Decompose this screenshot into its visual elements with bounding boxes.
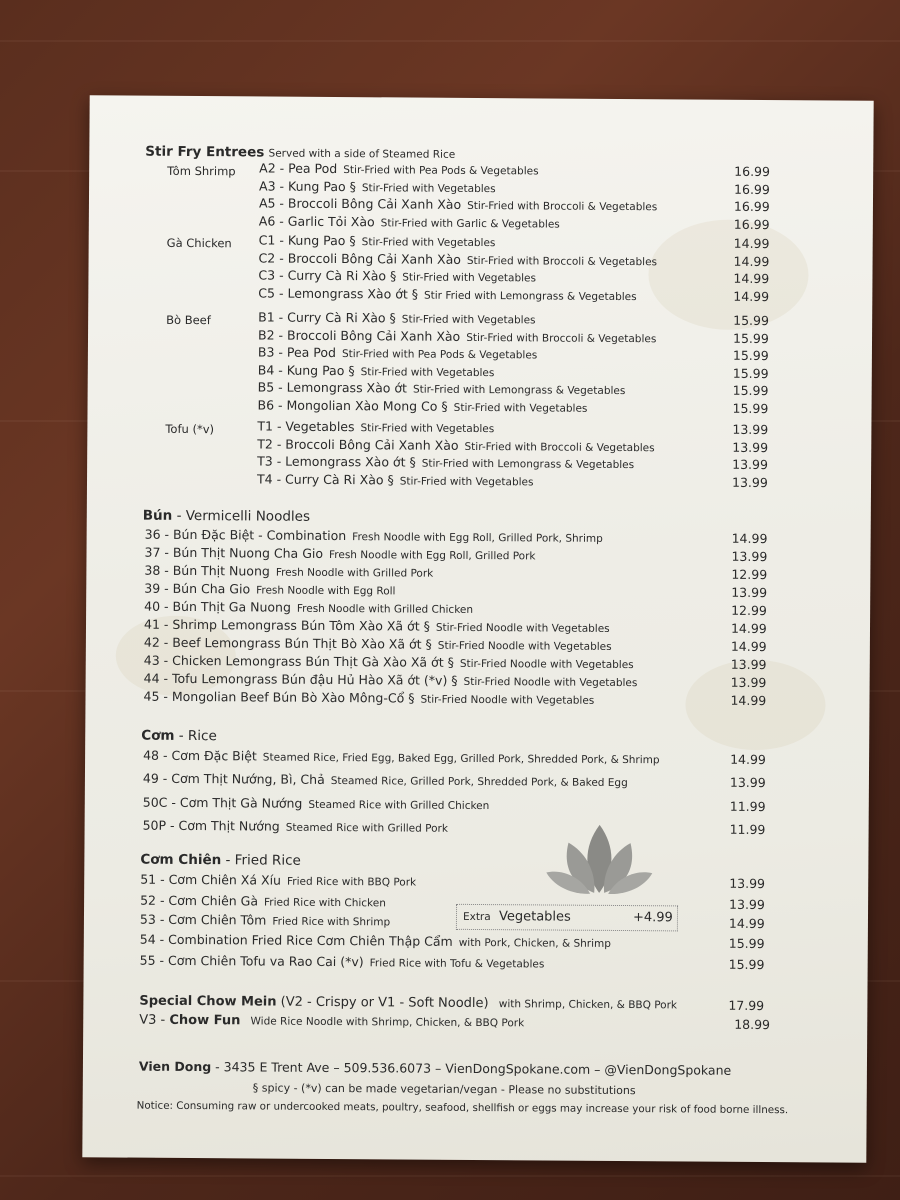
item-title: 40 - Bún Thịt Ga Nuong — [144, 598, 291, 615]
item-name — [258, 397, 588, 414]
item-name — [258, 268, 536, 285]
item-price: 15.99 — [732, 347, 769, 364]
chow-mein-name: Special Chow Mein — [139, 993, 277, 1010]
restaurant-name: Vien Dong — [138, 1058, 212, 1075]
item-title: 55 - Cơm Chiên Tofu va Rao Cai (*v) — [139, 952, 364, 970]
menu-item-chow-fun — [83, 1012, 867, 1034]
chow-fun-name: Chow Fun — [169, 1012, 241, 1029]
item-price: 14.99 — [730, 751, 766, 768]
item-title: 41 - Shrimp Lemongrass Bún Tôm Xào Xã ớt § — [143, 616, 430, 634]
item-title: A6 - Garlic Tỏi Xào — [258, 213, 375, 230]
item-price: 13.99 — [732, 456, 769, 473]
item-name — [143, 771, 628, 789]
item-title: C2 - Broccoli Bông Cải Xanh Xào — [258, 250, 461, 267]
group-label: Tôm Shrimp — [167, 163, 236, 179]
item-name — [144, 671, 638, 689]
item-title: C1 - Kung Pao § — [258, 232, 356, 249]
item-name — [144, 635, 612, 653]
item-description: Stir-Fried with Pea Pods & Vegetables — [341, 348, 538, 362]
item-description: Stir-Fried with Broccoli & Vegetables — [466, 254, 658, 268]
health-notice: Notice: Consuming raw or undercooked meats, poultry, seafood, shellfish or eggs may increase your risk of food borne illness. — [136, 1099, 789, 1117]
item-price: 14.99 — [728, 915, 765, 932]
item-name — [144, 581, 395, 598]
item-title: 39 - Bún Cha Gio — [144, 580, 251, 597]
item-name — [143, 795, 490, 812]
item-title: T2 - Broccoli Bông Cải Xanh Xào — [257, 436, 459, 453]
item-price: 14.99 — [731, 530, 768, 547]
item-name — [145, 527, 603, 545]
com-subtitle: - Rice — [178, 727, 217, 745]
item-title: 43 - Chicken Lemongrass Bún Thịt Gà Xào Xã ớt § — [143, 652, 454, 670]
item-description: Fresh Noodle with Grilled Pork — [275, 566, 434, 580]
com-title: Cơm — [141, 727, 175, 744]
item-price: 13.99 — [730, 674, 767, 691]
com-chien-subtitle: - Fried Rice — [225, 852, 301, 869]
item-name — [258, 327, 656, 345]
item-description: Stir-Fried Noodle with Vegetables — [420, 693, 595, 707]
item-name — [257, 418, 494, 435]
restaurant-details: - 3435 E Trent Ave – 509.536.6073 – VienDongSpokane.com – @VienDongSpokane — [215, 1059, 732, 1078]
group-label: Bò Beef — [166, 312, 211, 328]
item-price: 16.99 — [734, 163, 771, 180]
menu-paper — [82, 95, 873, 1162]
item-name — [259, 196, 657, 214]
item-price: 13.99 — [732, 439, 769, 455]
item-name — [257, 436, 654, 454]
item-description: Stir-Fried with Vegetables — [453, 401, 588, 415]
item-title: B6 - Mongolian Xào Mong Co § — [257, 397, 448, 414]
item-price: 11.99 — [729, 798, 766, 815]
item-price: 14.99 — [733, 288, 770, 304]
item-name — [140, 872, 416, 889]
item-title: B4 - Kung Pao § — [257, 362, 355, 378]
item-price: 13.99 — [731, 474, 768, 490]
item-price: 13.99 — [729, 875, 766, 892]
chow-fun-desc: Wide Rice Noodle with Shrimp, Chicken, & BBQ Pork — [250, 1015, 525, 1030]
item-description: Steamed Rice, Fried Egg, Baked Egg, Grilled Pork, Shredded Pork, & Shrimp — [262, 751, 660, 767]
com-chien-heading — [140, 852, 301, 869]
item-title: 50P - Cơm Thịt Nướng — [142, 817, 280, 834]
item-price: 13.99 — [729, 774, 766, 791]
item-name — [140, 912, 390, 929]
menu-item-com-2 — [85, 794, 869, 816]
item-description: Stir-Fried with Vegetables — [401, 313, 536, 327]
item-description: Stir-Fried with Garlic & Vegetables — [380, 217, 560, 231]
item-title: A2 - Pea Pod — [259, 160, 338, 177]
stir-fry-subtitle: Served with a side of Steamed Rice — [268, 147, 456, 161]
item-name — [258, 345, 537, 362]
item-price: 13.99 — [731, 584, 768, 601]
item-description: Stir-Fried with Lemongrass & Vegetables — [412, 383, 626, 398]
item-description: Stir-Fried Noodle with Vegetables — [463, 675, 638, 690]
extra-name: Vegetables — [498, 909, 571, 925]
item-price: 13.99 — [729, 896, 765, 913]
item-description: Stir Fried with Lemongrass & Vegetables — [423, 289, 637, 303]
chow-fun-code: V3 - — [139, 1012, 166, 1028]
item-description: Stir-Fried with Pea Pods & Vegetables — [343, 164, 539, 178]
item-description: Stir-Fried Noodle with Vegetables — [459, 657, 634, 672]
item-name — [259, 250, 658, 268]
item-title: 50C - Cơm Thịt Gà Nướng — [142, 794, 303, 811]
item-title: B5 - Lemongrass Xào ớt — [257, 379, 408, 396]
item-description: with Pork, Chicken, & Shrimp — [458, 936, 612, 950]
item-name — [140, 893, 386, 910]
item-name — [258, 380, 626, 398]
item-price: 14.99 — [730, 638, 767, 655]
item-name — [143, 748, 660, 767]
item-description: Stir-Fried with Vegetables — [361, 181, 496, 195]
item-description: Stir-Fried with Broccoli & Vegetables — [466, 331, 657, 345]
item-description: Fresh Noodle with Egg Roll, Grilled Pork, Shrimp — [352, 531, 603, 545]
bun-subtitle: - Vermicelli Noodles — [176, 507, 311, 525]
item-price: 13.99 — [731, 548, 768, 565]
menu-legend: § spicy - (*v) can be made vegetarian/vegan - Please no substitutions — [252, 1081, 636, 1098]
com-chien-title: Cơm Chiên — [140, 851, 222, 869]
item-title: B2 - Broccoli Bông Cải Xanh Xào — [257, 327, 461, 344]
item-description: Stir-Fried with Broccoli & Vegetables — [467, 200, 658, 214]
item-name — [144, 545, 535, 563]
menu-item-cc-3 — [84, 931, 868, 953]
item-title: 49 - Cơm Thịt Nướng, Bì, Chả — [142, 770, 325, 787]
item-price: 12.99 — [731, 602, 767, 619]
item-name — [259, 160, 538, 177]
item-description: Stir-Fried with Vegetables — [402, 271, 537, 285]
item-price: 14.99 — [730, 692, 767, 709]
item-description: Stir-Fried with Broccoli & Vegetables — [464, 440, 655, 454]
item-title: 37 - Bún Thịt Nuong Cha Gio — [144, 544, 324, 561]
item-price: 13.99 — [732, 421, 769, 438]
item-price: 15.99 — [732, 400, 769, 417]
item-description: Stir-Fried with Vegetables — [360, 422, 495, 436]
item-description: Fried Rice with Shrimp — [272, 915, 391, 929]
item-title: 42 - Beef Lemongrass Bún Thịt Bò Xào Xã ớt § — [143, 634, 432, 652]
group-label: Tofu (*v) — [165, 421, 215, 437]
item-title: 52 - Cơm Chiên Gà — [140, 892, 259, 909]
extra-vegetables-box — [456, 904, 678, 932]
item-name — [257, 454, 634, 472]
com-heading — [141, 728, 217, 745]
group-label: Gà Chicken — [166, 235, 232, 251]
bun-heading — [143, 508, 310, 525]
item-description: Fried Rice with BBQ Pork — [286, 875, 417, 889]
menu-item-cc-0 — [84, 871, 868, 893]
item-name — [258, 309, 536, 326]
menu-item-com-3 — [85, 817, 869, 839]
menu-item-com-0 — [85, 747, 869, 769]
stir-fry-title: Stir Fry Entrees — [145, 143, 265, 161]
item-name — [140, 953, 545, 971]
item-description: Stir-Fried Noodle with Vegetables — [435, 621, 610, 635]
item-title: T3 - Lemongrass Xào ớt § — [257, 453, 416, 470]
item-description: Stir-Fried with Lemongrass & Vegetables — [421, 457, 635, 472]
item-description: Fresh Noodle with Egg Roll, Grilled Pork — [328, 548, 536, 563]
bun-title: Bún — [142, 507, 173, 524]
item-name — [140, 932, 611, 950]
item-description: Fried Rice with Tofu & Vegetables — [369, 957, 545, 971]
item-title: T1 - Vegetables — [257, 418, 355, 435]
item-price: 15.99 — [733, 312, 770, 329]
restaurant-info — [139, 1059, 731, 1078]
item-name — [144, 599, 473, 616]
extra-label: Extra — [462, 910, 491, 924]
item-title: 36 - Bún Đặc Biệt - Combination — [144, 526, 347, 544]
item-name — [257, 471, 534, 488]
item-name — [143, 818, 448, 835]
item-price: 14.99 — [733, 235, 770, 252]
item-title: 38 - Bún Thịt Nuong — [144, 562, 270, 579]
item-price: 16.99 — [733, 216, 770, 232]
item-title: A5 - Broccoli Bông Cải Xanh Xào — [258, 195, 462, 213]
item-title: C3 - Curry Cà Ri Xào § — [258, 267, 397, 284]
item-price: 16.99 — [734, 181, 770, 197]
extra-price: +4.99 — [632, 910, 673, 926]
item-name — [259, 213, 560, 230]
item-title: B1 - Curry Cà Ri Xào § — [258, 309, 396, 326]
item-title: C5 - Lemongrass Xào ớt § — [258, 285, 419, 302]
item-description: Steamed Rice, Grilled Pork, Shredded Pork, & Baked Egg — [330, 774, 628, 790]
menu-item-cc-4 — [84, 952, 868, 974]
item-price: 15.99 — [728, 935, 765, 952]
item-name — [258, 362, 495, 379]
chow-mein-price: 17.99 — [728, 997, 765, 1014]
item-title: 54 - Combination Fried Rice Cơm Chiên Thập Cẩm — [139, 931, 453, 949]
chow-fun-price: 18.99 — [734, 1016, 771, 1033]
item-price: 16.99 — [733, 198, 770, 215]
item-price: 15.99 — [732, 330, 769, 346]
item-price: 15.99 — [732, 365, 769, 381]
item-description: Stir-Fried with Vegetables — [361, 236, 496, 250]
item-price: 14.99 — [733, 270, 770, 287]
chow-mein-options: (V2 - Crispy or V1 - Soft Noodle) — [280, 994, 489, 1012]
item-price: 12.99 — [731, 566, 768, 583]
item-price: 15.99 — [728, 956, 765, 973]
item-title: 53 - Cơm Chiên Tôm — [139, 911, 267, 928]
item-price: 14.99 — [730, 620, 767, 637]
item-name — [259, 232, 496, 249]
item-price: 14.99 — [733, 253, 770, 269]
item-price: 13.99 — [730, 656, 767, 673]
item-description: Stir-Fried Noodle with Vegetables — [437, 639, 612, 653]
chow-mein-desc: with Shrimp, Chicken, & BBQ Pork — [498, 998, 678, 1012]
menu-item-com-1 — [85, 770, 869, 792]
item-name — [144, 563, 433, 580]
item-price: 11.99 — [729, 821, 766, 838]
item-title: 48 - Cơm Đặc Biệt — [143, 747, 257, 764]
item-title: A3 - Kung Pao § — [259, 178, 356, 194]
item-title: T4 - Curry Cà Ri Xào § — [256, 471, 394, 488]
item-title: 45 - Mongolian Beef Bún Bò Xào Mông-Cổ § — [143, 688, 415, 706]
item-description: Fresh Noodle with Grilled Chicken — [296, 602, 474, 616]
item-description: Steamed Rice with Grilled Pork — [285, 821, 448, 835]
item-description: Fried Rice with Chicken — [263, 896, 386, 910]
item-description: Stir-Fried with Vegetables — [360, 365, 495, 379]
item-description: Steamed Rice with Grilled Chicken — [308, 798, 490, 813]
item-title: 44 - Tofu Lemongrass Bún đậu Hủ Hào Xã ớt (*v) § — [143, 670, 458, 688]
item-title: 51 - Cơm Chiên Xá Xíu — [140, 871, 282, 888]
item-name — [258, 285, 636, 303]
item-description: Stir-Fried with Vegetables — [399, 475, 534, 489]
item-name — [144, 617, 610, 635]
item-name — [144, 653, 634, 671]
item-name — [143, 689, 594, 707]
item-title: B3 - Pea Pod — [257, 344, 337, 361]
item-price: 15.99 — [732, 383, 769, 399]
item-name — [259, 178, 496, 195]
item-description: Fresh Noodle with Egg Roll — [256, 584, 396, 598]
